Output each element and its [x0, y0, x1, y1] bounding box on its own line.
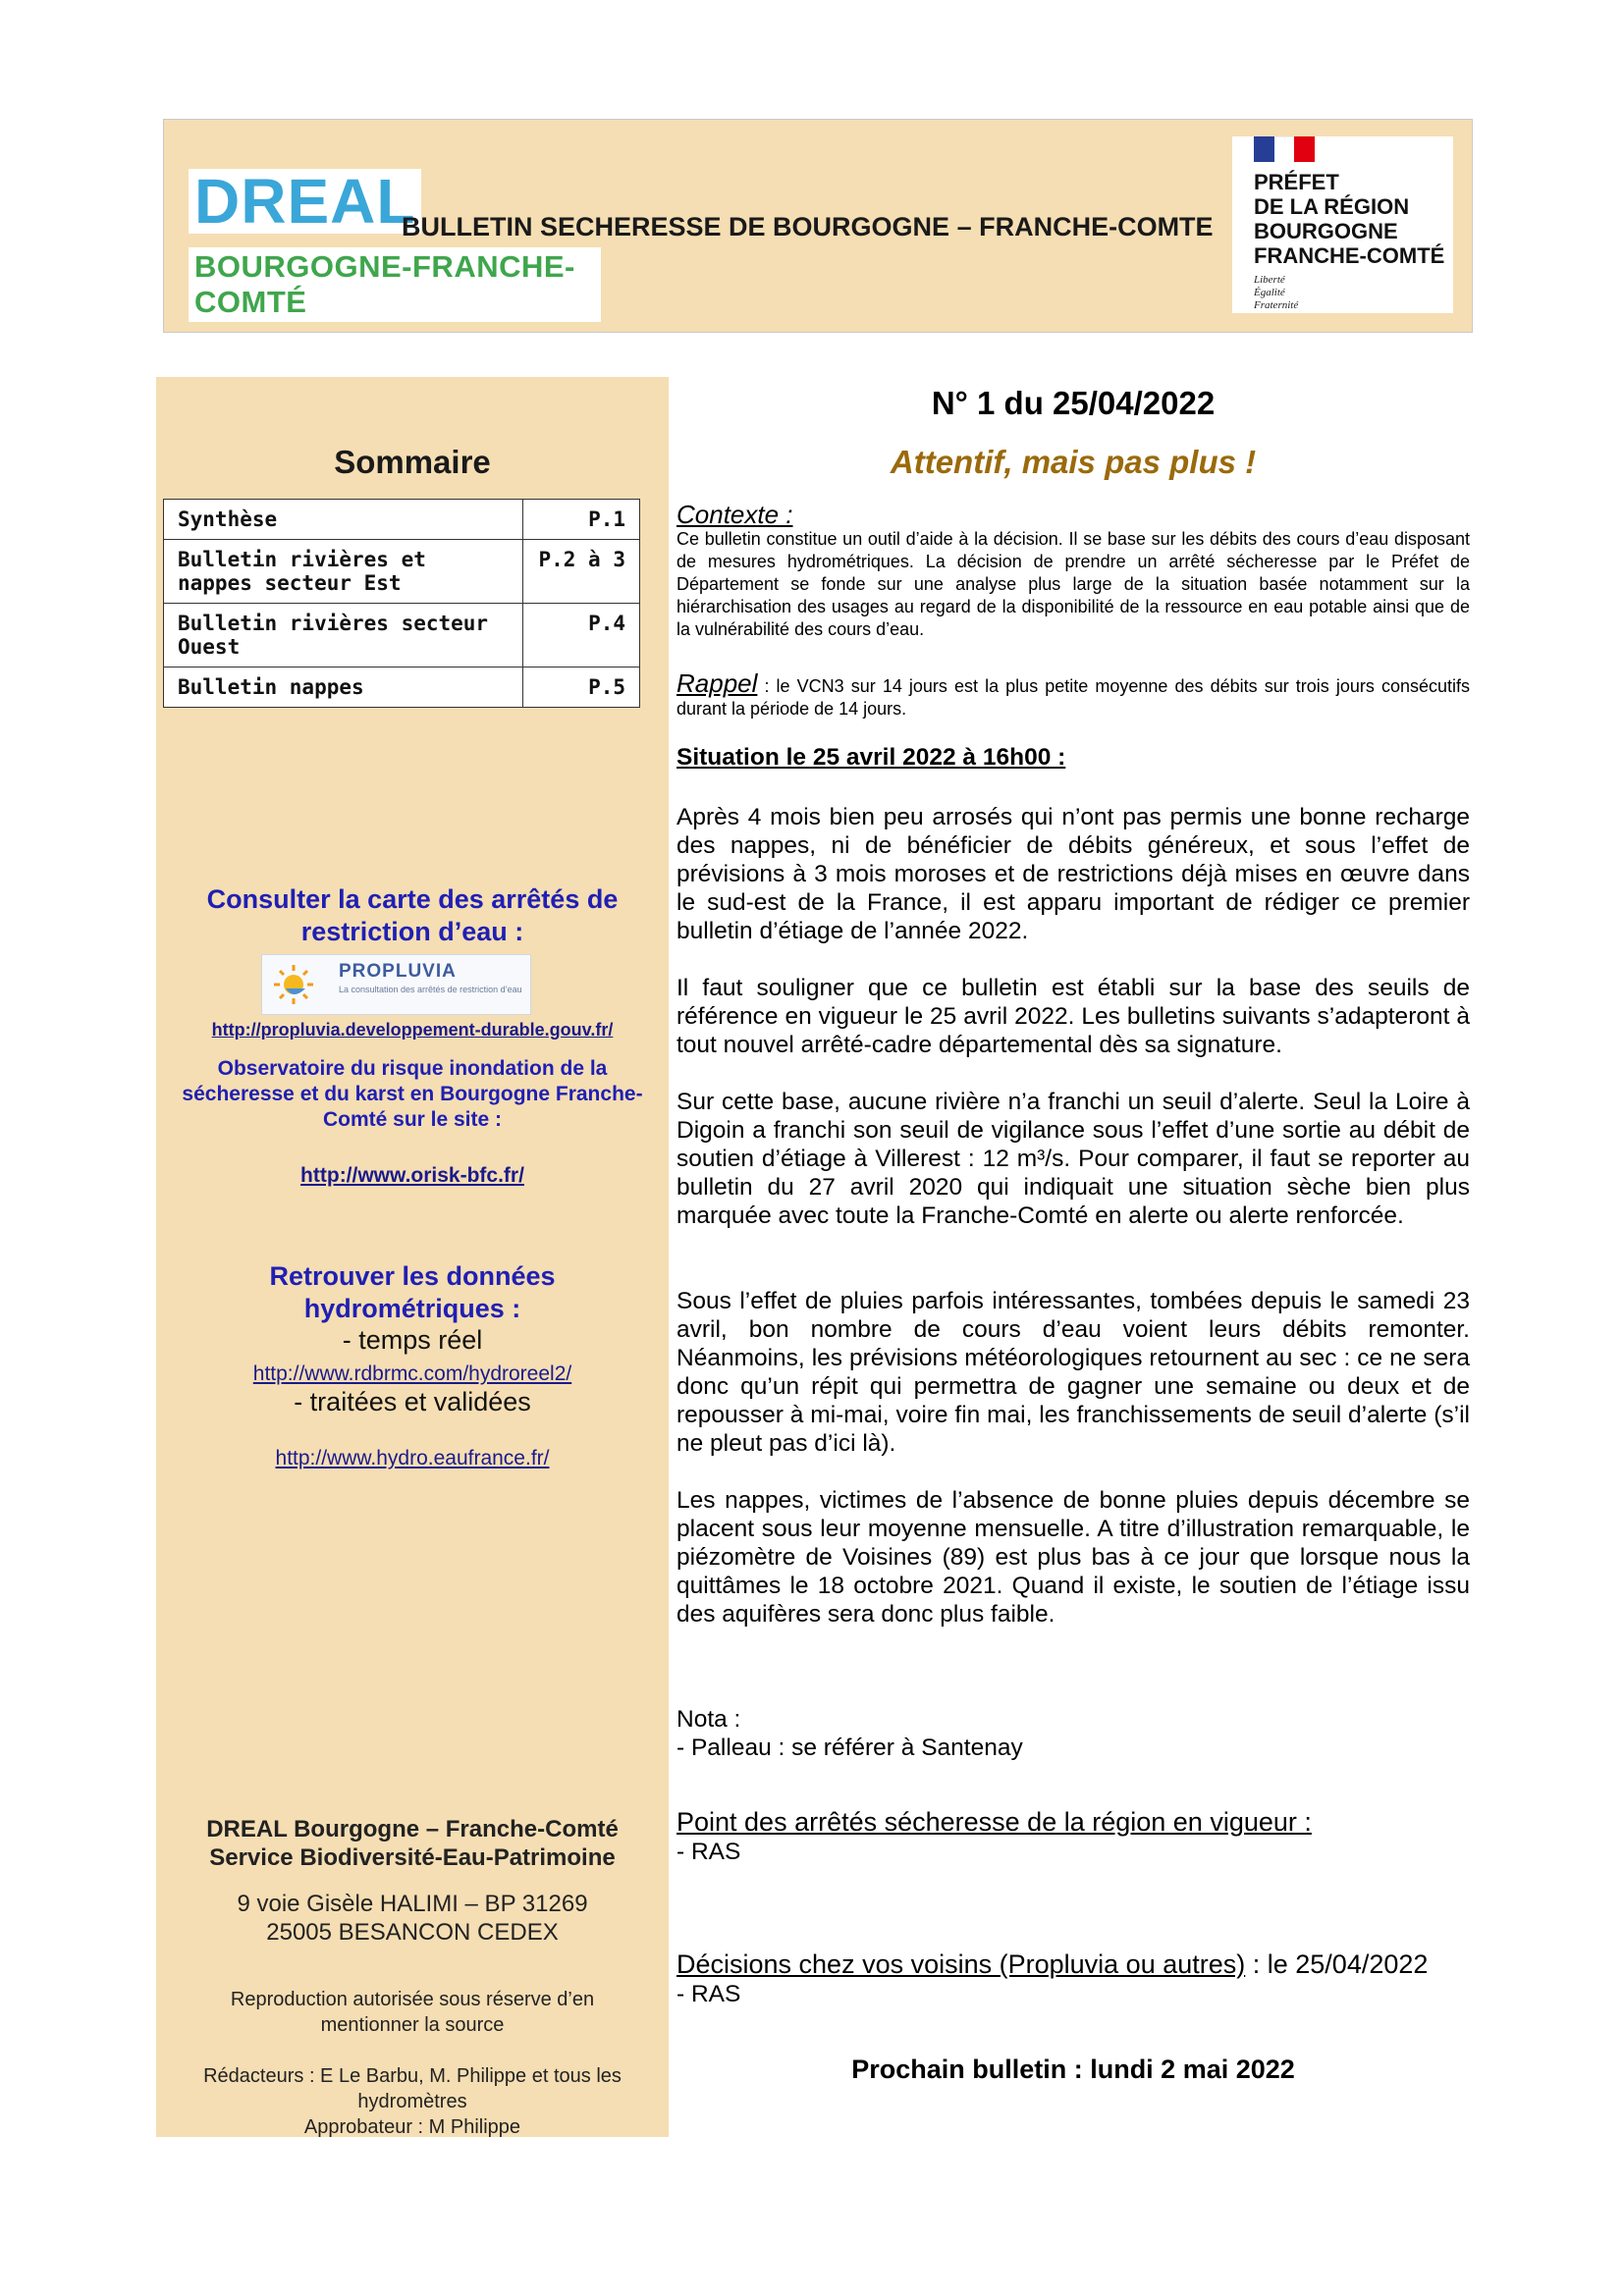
toc-label: Bulletin nappes: [164, 667, 523, 708]
propluvia-logo-title: PROPLUVIA: [339, 961, 457, 982]
reproduction-note: Reproduction autorisée sous réserve d’en mentionner la source: [230, 1989, 595, 2036]
toc-label: Bulletin rivières et nappes secteur Est: [164, 540, 523, 604]
situation-heading: Situation le 25 avril 2022 à 16h00 :: [676, 744, 1066, 771]
redacteurs-note: Rédacteurs : E Le Barbu, M. Philippe et tous les hydromètres: [203, 2065, 622, 2112]
paragraph: Il faut souligner que ce bulletin est établi sur la base des seuils de référence en vigueur le 25 avril 2022. Les bulletins suivants s’adapteront à tout nouvel arrêté-cadre départemental dès sa signature.: [676, 975, 1470, 1058]
rappel-label: Rappel: [676, 668, 758, 698]
propluvia-logo-subtitle: La consultation des arrêtés de restriction d’eau: [339, 985, 522, 994]
propluvia-link-wrap: [156, 1020, 669, 1041]
rappel-text: : le VCN3 sur 14 jours est la plus petite moyenne des débits sur trois jours consécutifs durant la période de 14 jours.: [676, 676, 1470, 719]
contexte-text: Ce bulletin constitue un outil d’aide à la décision. Il se base sur les débits des cours d’eau disposant de mesures hydrométriques. La décision de prendre un arrêté sécheresse par le Préfet de Département se fonde sur une analyse plus large de la situation basée notamment sur la hiérarchisation des usages au regard de la disponibilité de la ressource en eau potable ainsi que de la vulnérabilité des cours d’eau.: [676, 529, 1470, 639]
decisions-heading: [676, 1949, 1470, 1980]
prefet-line: DE LA RÉGION: [1254, 194, 1410, 219]
decisions-date: : le 25/04/2022: [1245, 1949, 1429, 1979]
toc-page: P.2 à 3: [523, 540, 640, 604]
bulletin-number: N° 1 du 25/04/2022: [931, 385, 1216, 421]
header-banner: [163, 119, 1473, 333]
decisions-section: [676, 1949, 1470, 2008]
devise-text: [1254, 274, 1298, 312]
devise-line: Liberté: [1254, 274, 1285, 286]
propluvia-link[interactable]: http://propluvia.developpement-durable.gouv.fr/: [211, 1020, 614, 1040]
prefet-line: PRÉFET: [1254, 170, 1339, 194]
decisions-text: - RAS: [676, 1981, 741, 2007]
sidebar: [156, 377, 669, 2137]
prefet-logo: [1232, 136, 1453, 313]
temps-reel-label: - temps réel: [342, 1325, 483, 1355]
page-title: BULLETIN SECHERESSE DE BOURGOGNE – FRANCHE-COMTE: [402, 212, 1214, 241]
sommaire-table: [163, 499, 640, 708]
prochain-bulletin: Prochain bulletin : lundi 2 mai 2022: [851, 2055, 1295, 2084]
table-row: [164, 500, 640, 540]
prefet-line: BOURGOGNE: [1254, 219, 1398, 243]
contexte-section: [676, 501, 1470, 641]
marianne-flag-icon: [1254, 136, 1315, 162]
dreal-logo-word: DREAL: [194, 166, 416, 237]
contexte-label: Contexte :: [676, 500, 793, 529]
observatoire-text: Observatoire du risque inondation de la sécheresse et du karst en Bourgogne Franche-Comté sur le site :: [182, 1057, 643, 1131]
toc-page: P.1: [523, 500, 640, 540]
point-title: Point des arrêtés sécheresse de la région en vigueur :: [676, 1807, 1312, 1837]
org-name: DREAL Bourgogne – Franche-Comté: [206, 1816, 619, 1842]
nota-label: Nota :: [676, 1706, 741, 1733]
rdbrmc-link-wrap: [156, 1362, 669, 1386]
prefet-line: FRANCHE-COMTÉ: [1254, 243, 1445, 268]
point-text: - RAS: [676, 1839, 741, 1865]
hydro-link[interactable]: http://www.hydro.eaufrance.fr/: [275, 1447, 550, 1469]
paragraph: Sous l’effet de pluies parfois intéressantes, tombées depuis le samedi 23 avril, bon nombre de cours d’eau voient leurs débits remonter. Néanmoins, les prévisions météorologiques retournent au sec : ce ne sera donc qu’un répit qui permettra de gagner une semaine ou deux et de repousser à mi-mai, voire fin mai, les franchissements de seuil d’alerte (s’il ne pleut pas d’ici là).: [676, 1288, 1470, 1457]
bulletin-subtitle: Attentif, mais pas plus !: [890, 444, 1257, 480]
table-row: [164, 667, 640, 708]
nota-text: - Palleau : se référer à Santenay: [676, 1735, 1023, 1761]
nota-section: [676, 1705, 1470, 1762]
devise-line: Fraternité: [1254, 299, 1299, 311]
devise-line: Égalité: [1254, 287, 1285, 298]
toc-page: P.4: [523, 604, 640, 667]
rdbrmc-link[interactable]: http://www.rdbrmc.com/hydroreel2/: [252, 1362, 572, 1385]
hydro-link-wrap: [156, 1447, 669, 1470]
rappel-section: [676, 668, 1470, 721]
propluvia-logo[interactable]: [261, 954, 531, 1015]
prefet-name: [1254, 170, 1444, 268]
approbateur-note: Approbateur : M Philippe: [303, 2116, 521, 2138]
traitees-label: - traitées et validées: [294, 1387, 531, 1416]
address-line: 25005 BESANCON CEDEX: [266, 1919, 559, 1946]
orisk-link[interactable]: http://www.orisk-bfc.fr/: [300, 1164, 524, 1187]
dreal-region-text: BOURGOGNE-FRANCHE-COMTÉ: [189, 247, 601, 322]
paragraph: Les nappes, victimes de l’absence de bonne pluies depuis décembre se placent sous leur moyenne mensuelle. A titre d’illustration remarquable, le piézomètre de Voisines (89) est plus bas à ce jour que lorsque nous la quittâmes le 18 octobre 2021. Quand il existe, le soutien de l’étiage issu des aquifères sera donc plus faible.: [676, 1487, 1470, 1628]
dreal-logo-text: [189, 166, 421, 237]
point-section: [676, 1806, 1470, 1866]
sommaire-title: Sommaire: [334, 444, 491, 480]
donnees-heading: Retrouver les données hydrométriques :: [269, 1261, 556, 1323]
sun-icon: [272, 963, 315, 1006]
table-row: [164, 540, 640, 604]
table-row: [164, 604, 640, 667]
carte-heading: Consulter la carte des arrêtés de restriction d’eau :: [206, 884, 619, 946]
orisk-link-wrap: [156, 1164, 669, 1188]
address-line: 9 voie Gisèle HALIMI – BP 31269: [237, 1891, 588, 1917]
toc-label: Bulletin rivières secteur Ouest: [164, 604, 523, 667]
decisions-title: Décisions chez vos voisins (Propluvia ou autres): [676, 1949, 1246, 1979]
paragraph: Après 4 mois bien peu arrosés qui n’ont pas permis une bonne recharge des nappes, ni de bénéficier de débits généreux, et sous l’effet de prévisions à 3 mois moroses et de restrictions déjà mises en œuvre dans le sud-est de la France, il est apparu important de rédiger ce premier bulletin d’étiage de l’année 2022.: [676, 804, 1470, 944]
toc-page: P.5: [523, 667, 640, 708]
org-service: Service Biodiversité-Eau-Patrimoine: [209, 1844, 616, 1871]
toc-label: Synthèse: [164, 500, 523, 540]
paragraph: Sur cette base, aucune rivière n’a franchi un seuil d’alerte. Seul la Loire à Digoin a franchi son seuil de vigilance sous l’effet d’une sortie au débit de soutien d’étiage à Villerest : 12 m³/s. Pour comparer, il faut se reporter au bulletin du 27 avril 2020 qui indiquait une situation sèche bien plus marquée avec toute la Franche-Comté en alerte ou alerte renforcée.: [676, 1089, 1470, 1229]
